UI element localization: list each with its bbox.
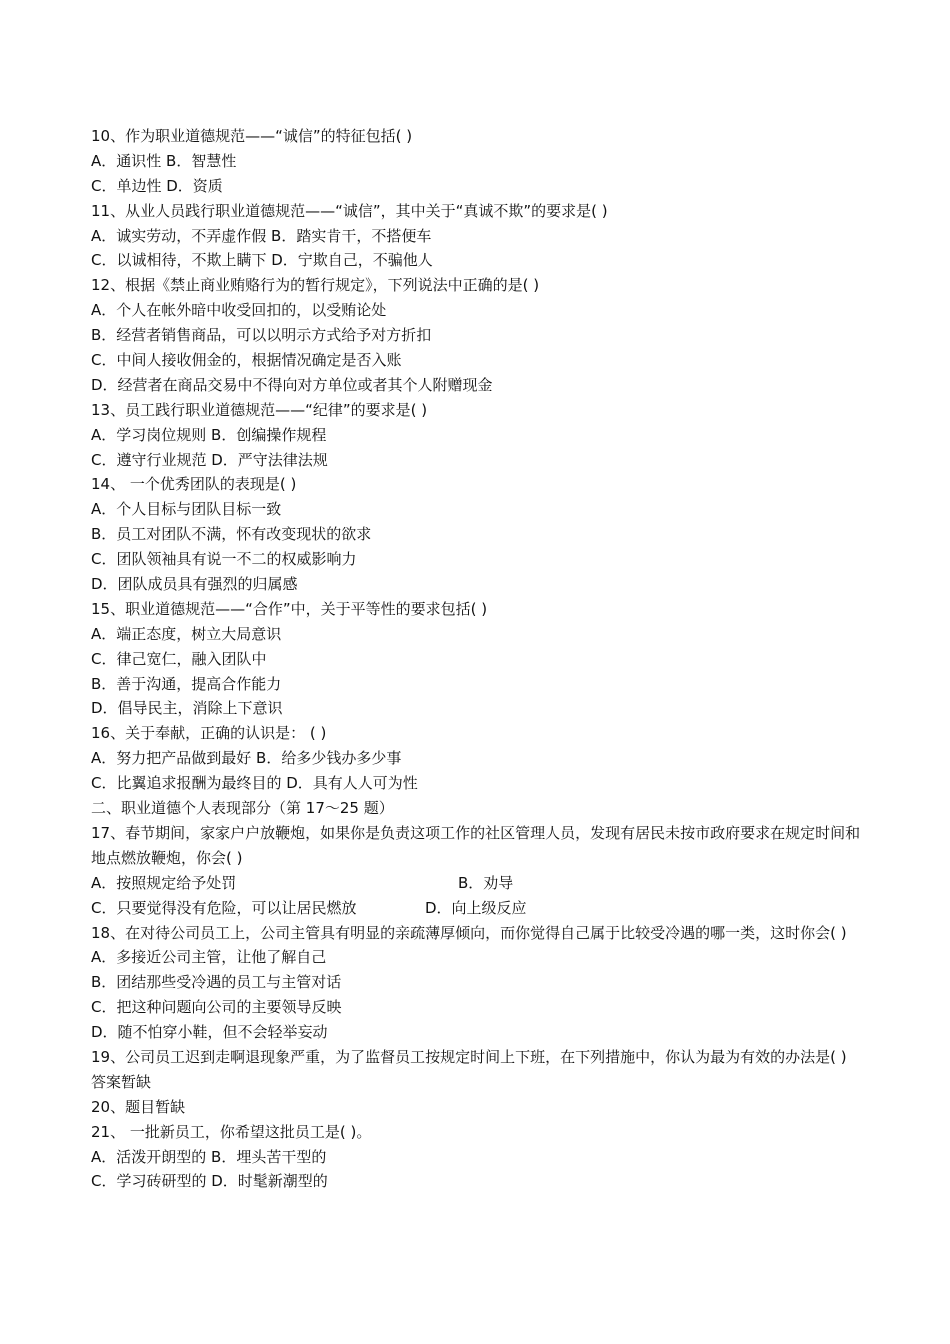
q16-options-ab: A．努力把产品做到最好 B．给多少钱办多少事	[91, 749, 402, 768]
q14-stem: 14、 一个优秀团队的表现是( )	[91, 475, 297, 494]
q17-options-cd	[91, 896, 866, 921]
question-list	[91, 124, 866, 1194]
q15-stem: 15、职业道德规范——“合作”中，关于平等性的要求包括( )	[91, 599, 488, 618]
q12-option-c: C．中间人接收佣金的，根据情况确定是否入账	[91, 351, 402, 370]
q12-option-d: D．经营者在商品交易中不得向对方单位或者其个人附赠现金	[91, 375, 493, 394]
q10-options-cd: C．单边性 D．资质	[91, 176, 223, 195]
q13-stem: 13、员工践行职业道德规范——“纪律”的要求是( )	[91, 400, 428, 419]
q12-option-a: A．个人在帐外暗中收受回扣的，以受贿论处	[91, 301, 387, 320]
q17-options-ab	[91, 871, 866, 896]
q18-stem: 18、在对待公司员工上，公司主管具有明显的亲疏薄厚倾向，而你觉得自己属于比较受冷遇的哪一类，这时你会( )	[91, 923, 847, 942]
q11-stem: 11、从业人员践行职业道德规范——“诚信”，其中关于“真诚不欺”的要求是( )	[91, 201, 608, 220]
q14-option-b: B．员工对团队不满，怀有改变现状的欲求	[91, 525, 372, 544]
q18-option-d: D．随不怕穿小鞋，但不会轻举妄动	[91, 1023, 328, 1042]
q14-option-c: C．团队领袖具有说一不二的权威影响力	[91, 550, 357, 569]
q11-options-cd: C．以诚相待，不欺上瞒下 D．宁欺自己，不骗他人	[91, 251, 433, 270]
q21-stem: 21、 一批新员工，你希望这批员工是( )。	[91, 1122, 372, 1141]
q18-option-c: C．把这种问题向公司的主要领导反映	[91, 998, 342, 1017]
q19-stem: 19、公司员工迟到走啊退现象严重，为了监督员工按规定时间上下班，在下列措施中，你认为最为有效的办法是( )	[91, 1048, 847, 1066]
q17-option-d: D．向上级反应	[425, 898, 527, 917]
q19-answer-note: 答案暂缺	[91, 1072, 152, 1091]
q10-options-ab: A．通识性 B．智慧性	[91, 151, 237, 170]
q15-option-3: B．善于沟通，提高合作能力	[91, 674, 282, 693]
q15-option-1: A．端正态度，树立大局意识	[91, 624, 282, 643]
q17-option-c: C．只要觉得没有危险，可以让居民燃放	[91, 898, 357, 917]
q15-option-4: D．倡导民主，消除上下意识	[91, 699, 283, 718]
q13-options-ab: A．学习岗位规则 B．创编操作规程	[91, 425, 327, 444]
q18-option-b: B．团结那些受冷遇的员工与主管对话	[91, 973, 342, 992]
q21-options-ab: A．活泼开朗型的 B．埋头苦干型的	[91, 1147, 327, 1166]
q14-option-d: D．团队成员具有强烈的归属感	[91, 575, 298, 594]
q16-stem: 16、关于奉献，正确的认识是： ( )	[91, 724, 327, 743]
q18-option-a: A．多接近公司主管，让他了解自己	[91, 948, 327, 967]
q10-stem: 10、作为职业道德规范——“诚信”的特征包括( )	[91, 127, 413, 145]
q17-option-a: A．按照规定给予处罚	[91, 873, 237, 892]
q17-stem: 17、春节期间，家家户户放鞭炮，如果你是负责这项工作的社区管理人员，发现有居民未按市政府要求在规定时间和地点燃放鞭炮，你会( )	[91, 823, 861, 867]
q17-option-b: B．劝导	[458, 873, 514, 892]
q12-option-b: B．经营者销售商品，可以以明示方式给予对方折扣	[91, 326, 432, 345]
q16-options-cd: C．比翼追求报酬为最终目的 D．具有人人可为性	[91, 774, 418, 793]
q11-options-ab: A．诚实劳动，不弄虚作假 B．踏实肯干，不搭便车	[91, 226, 432, 245]
q14-option-a: A．个人目标与团队目标一致	[91, 500, 282, 519]
q13-options-cd: C．遵守行业规范 D．严守法律法规	[91, 450, 328, 469]
q12-stem: 12、根据《禁止商业贿赂行为的暂行规定》，下列说法中正确的是( )	[91, 276, 540, 295]
section-heading: 二、职业道德个人表现部分（第 17～25 题）	[91, 799, 394, 818]
q21-options-cd: C．学习砖研型的 D．时髦新潮型的	[91, 1172, 328, 1191]
q15-option-2: C．律己宽仁，融入团队中	[91, 649, 267, 668]
q20-stem: 20、题目暂缺	[91, 1097, 186, 1116]
